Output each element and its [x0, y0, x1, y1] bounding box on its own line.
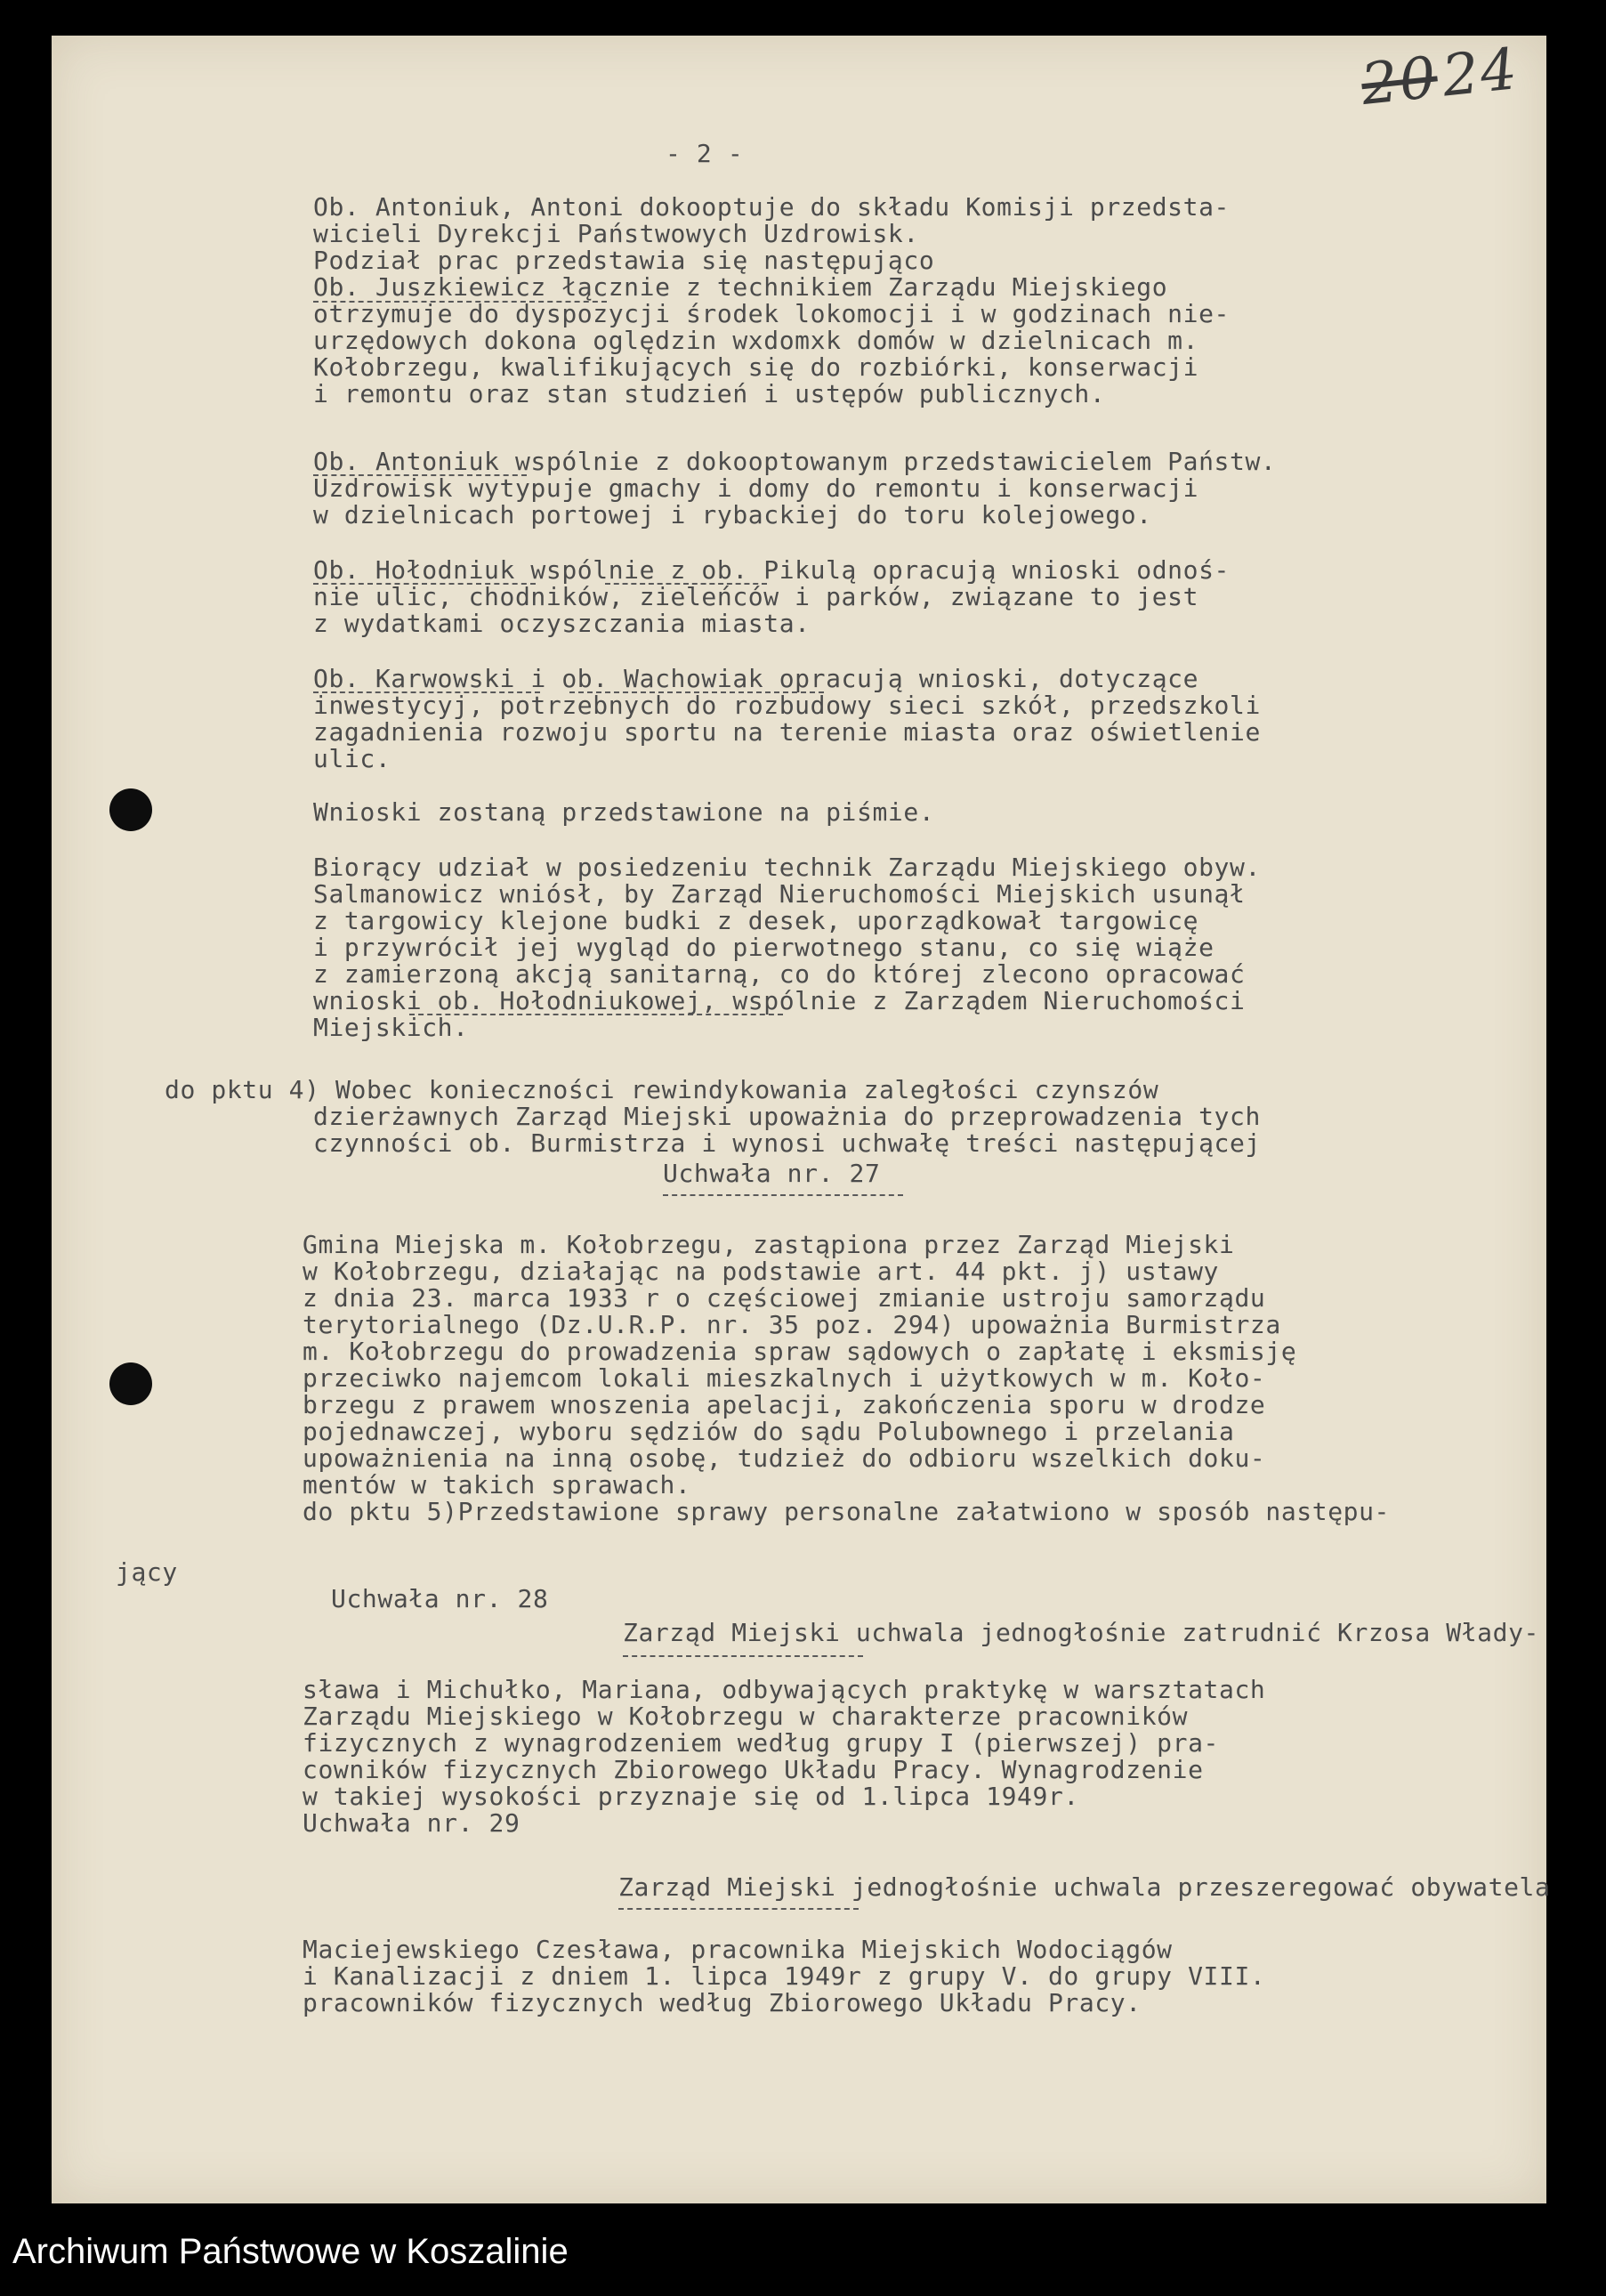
text-line: do pktu 4) Wobec konieczności rewindykowania zaległości czynszów	[165, 1075, 1159, 1104]
text-line: z zamierzoną akcją sanitarną, co do której zlecono opracować	[313, 959, 1246, 989]
text-line: Podział prac przedstawia się następująco	[313, 246, 935, 275]
text-line: Uchwała nr. 29	[303, 1808, 521, 1838]
page-heading: - 2 -	[666, 139, 744, 168]
text-line: mentów w takich sprawach.	[303, 1470, 691, 1500]
text-line: i remontu oraz stan studzień i ustępów publicznych.	[313, 379, 1106, 408]
text-line: brzegu z prawem wnoszenia apelacji, zakończenia sporu w drodze	[303, 1390, 1266, 1419]
page-number-current: 24	[1439, 36, 1522, 110]
text-line: Uzdrowisk wytypuje gmachy i domy do remontu i konserwacji	[313, 473, 1199, 503]
text-line: Uchwała nr. 28	[331, 1584, 549, 1613]
text-line: Miejskich.	[313, 1013, 469, 1042]
text-line: do pktu 5)Przedstawione sprawy personalne załatwiono w sposób następu-	[303, 1497, 1391, 1526]
text-line: otrzymuje do dyspozycji środek lokomocji i w godzinach nie-	[313, 299, 1230, 328]
text-line: jący	[116, 1557, 178, 1587]
text-line: terytorialnego (Dz.U.R.P. nr. 35 poz. 294) upoważnia Burmistrza	[303, 1310, 1281, 1339]
archive-caption: Archiwum Państwowe w Koszalinie	[12, 2232, 569, 2271]
text-line: nie ulic, chodników, zieleńców i parków, związane to jest	[313, 582, 1199, 611]
text-line: wnioski ob. Hołodniukowej, wspólnie z Zarządem Nieruchomości	[313, 986, 1246, 1015]
text-line: Ob. Antoniuk wspólnie z dokooptowanym przedstawicielem Państw.	[313, 447, 1277, 476]
text-line: cowników fizycznych Zbiorowego Układu Pracy. Wynagrodzenie	[303, 1755, 1204, 1784]
text-line: Wnioski zostaną przedstawione na piśmie.	[313, 797, 935, 827]
punch-hole-icon	[109, 1362, 152, 1405]
text-line: z dnia 23. marca 1933 r o częściowej zmianie ustroju samorządu	[303, 1283, 1266, 1313]
text-line: w takiej wysokości przyznaje się od 1.lipca 1949r.	[303, 1782, 1079, 1811]
text-line: sława i Michułko, Mariana, odbywających praktykę w warsztatach	[303, 1675, 1266, 1704]
text-line: i Kanalizacji z dniem 1. lipca 1949r z grupy V. do grupy VIII.	[303, 1961, 1266, 1991]
text-line: czynności ob. Burmistrza i wynosi uchwałę treści następującej	[313, 1128, 1261, 1158]
text-line: i przywrócił jej wygląd do pierwotnego stanu, co się wiąże	[313, 933, 1215, 962]
text-line: ulic.	[313, 744, 391, 773]
resolution-title: Uchwała nr. 27	[663, 1159, 881, 1188]
text-line: inwestycyj, potrzebnych do rozbudowy sieci szkół, przedszkoli	[313, 691, 1261, 720]
resolution-title: Zarząd Miejski jednogłośnie uchwala przeszeregować obywatela	[618, 1872, 1551, 1902]
text-line: Kołobrzegu, kwalifikujących się do rozbiórki, konserwacji	[313, 352, 1199, 382]
text-line: Ob. Karwowski i ob. Wachowiak opracują wnioski, dotyczące	[313, 664, 1199, 693]
text-line: w Kołobrzegu, działając na podstawie art. 44 pkt. j) ustawy	[303, 1257, 1219, 1286]
text-line: przeciwko najemcom lokali mieszkalnych i użytkowych w m. Koło-	[303, 1363, 1266, 1393]
text-line: dzierżawnych Zarząd Miejski upoważnia do przeprowadzenia tych	[313, 1102, 1261, 1131]
punch-hole-icon	[109, 788, 152, 831]
text-line: Gmina Miejska m. Kołobrzegu, zastąpiona przez Zarząd Miejski	[303, 1230, 1235, 1259]
text-line: Ob. Juszkiewicz łącznie z technikiem Zarządu Miejskiego	[313, 272, 1168, 302]
text-line: Zarządu Miejskiego w Kołobrzegu w charakterze pracowników	[303, 1702, 1189, 1731]
text-line: Maciejewskiego Czesława, pracownika Miejskich Wodociągów	[303, 1935, 1173, 1964]
text-line: m. Kołobrzegu do prowadzenia spraw sądowych o zapłatę i eksmisję	[303, 1337, 1297, 1366]
text-line: z targowicy klejone budki z desek, uporządkował targowicę	[313, 906, 1199, 935]
text-line: wicieli Dyrekcji Państwowych Uzdrowisk.	[313, 219, 919, 248]
text-line: pojednawczej, wyboru sędziów do sądu Polubownego i przelania	[303, 1417, 1235, 1446]
text-line: upoważnienia na inną osobę, tudzież do odbioru wszelkich doku-	[303, 1443, 1266, 1473]
text-line: fizycznych z wynagrodzeniem według grupy I (pierwszej) pra-	[303, 1728, 1219, 1758]
text-line: pracowników fizycznych według Zbiorowego Układu Pracy.	[303, 1988, 1142, 2017]
text-line: Ob. Antoniuk, Antoni dokooptuje do składu Komisji przedsta-	[313, 192, 1230, 222]
text-line: zagadnienia rozwoju sportu na terenie miasta oraz oświetlenie	[313, 717, 1261, 747]
resolution-title: Zarząd Miejski uchwala jednogłośnie zatrudnić Krzosa Włady-	[623, 1618, 1539, 1647]
text-line: w dzielnicach portowej i rybackiej do toru kolejowego.	[313, 500, 1152, 530]
text-line: urzędowych dokona oględzin wxdomxk domów w dzielnicach m.	[313, 326, 1199, 355]
text-line: z wydatkami oczyszczania miasta.	[313, 609, 811, 638]
text-line: Ob. Hołodniuk wspólnie z ob. Pikulą opracują wnioski odnoś-	[313, 555, 1230, 585]
page-number-struck: 20	[1358, 44, 1441, 119]
text-line: Salmanowicz wniósł, by Zarząd Nieruchomości Miejskich usunął	[313, 879, 1246, 909]
text-line: Biorący udział w posiedzeniu technik Zarządu Miejskiego obyw.	[313, 853, 1261, 882]
